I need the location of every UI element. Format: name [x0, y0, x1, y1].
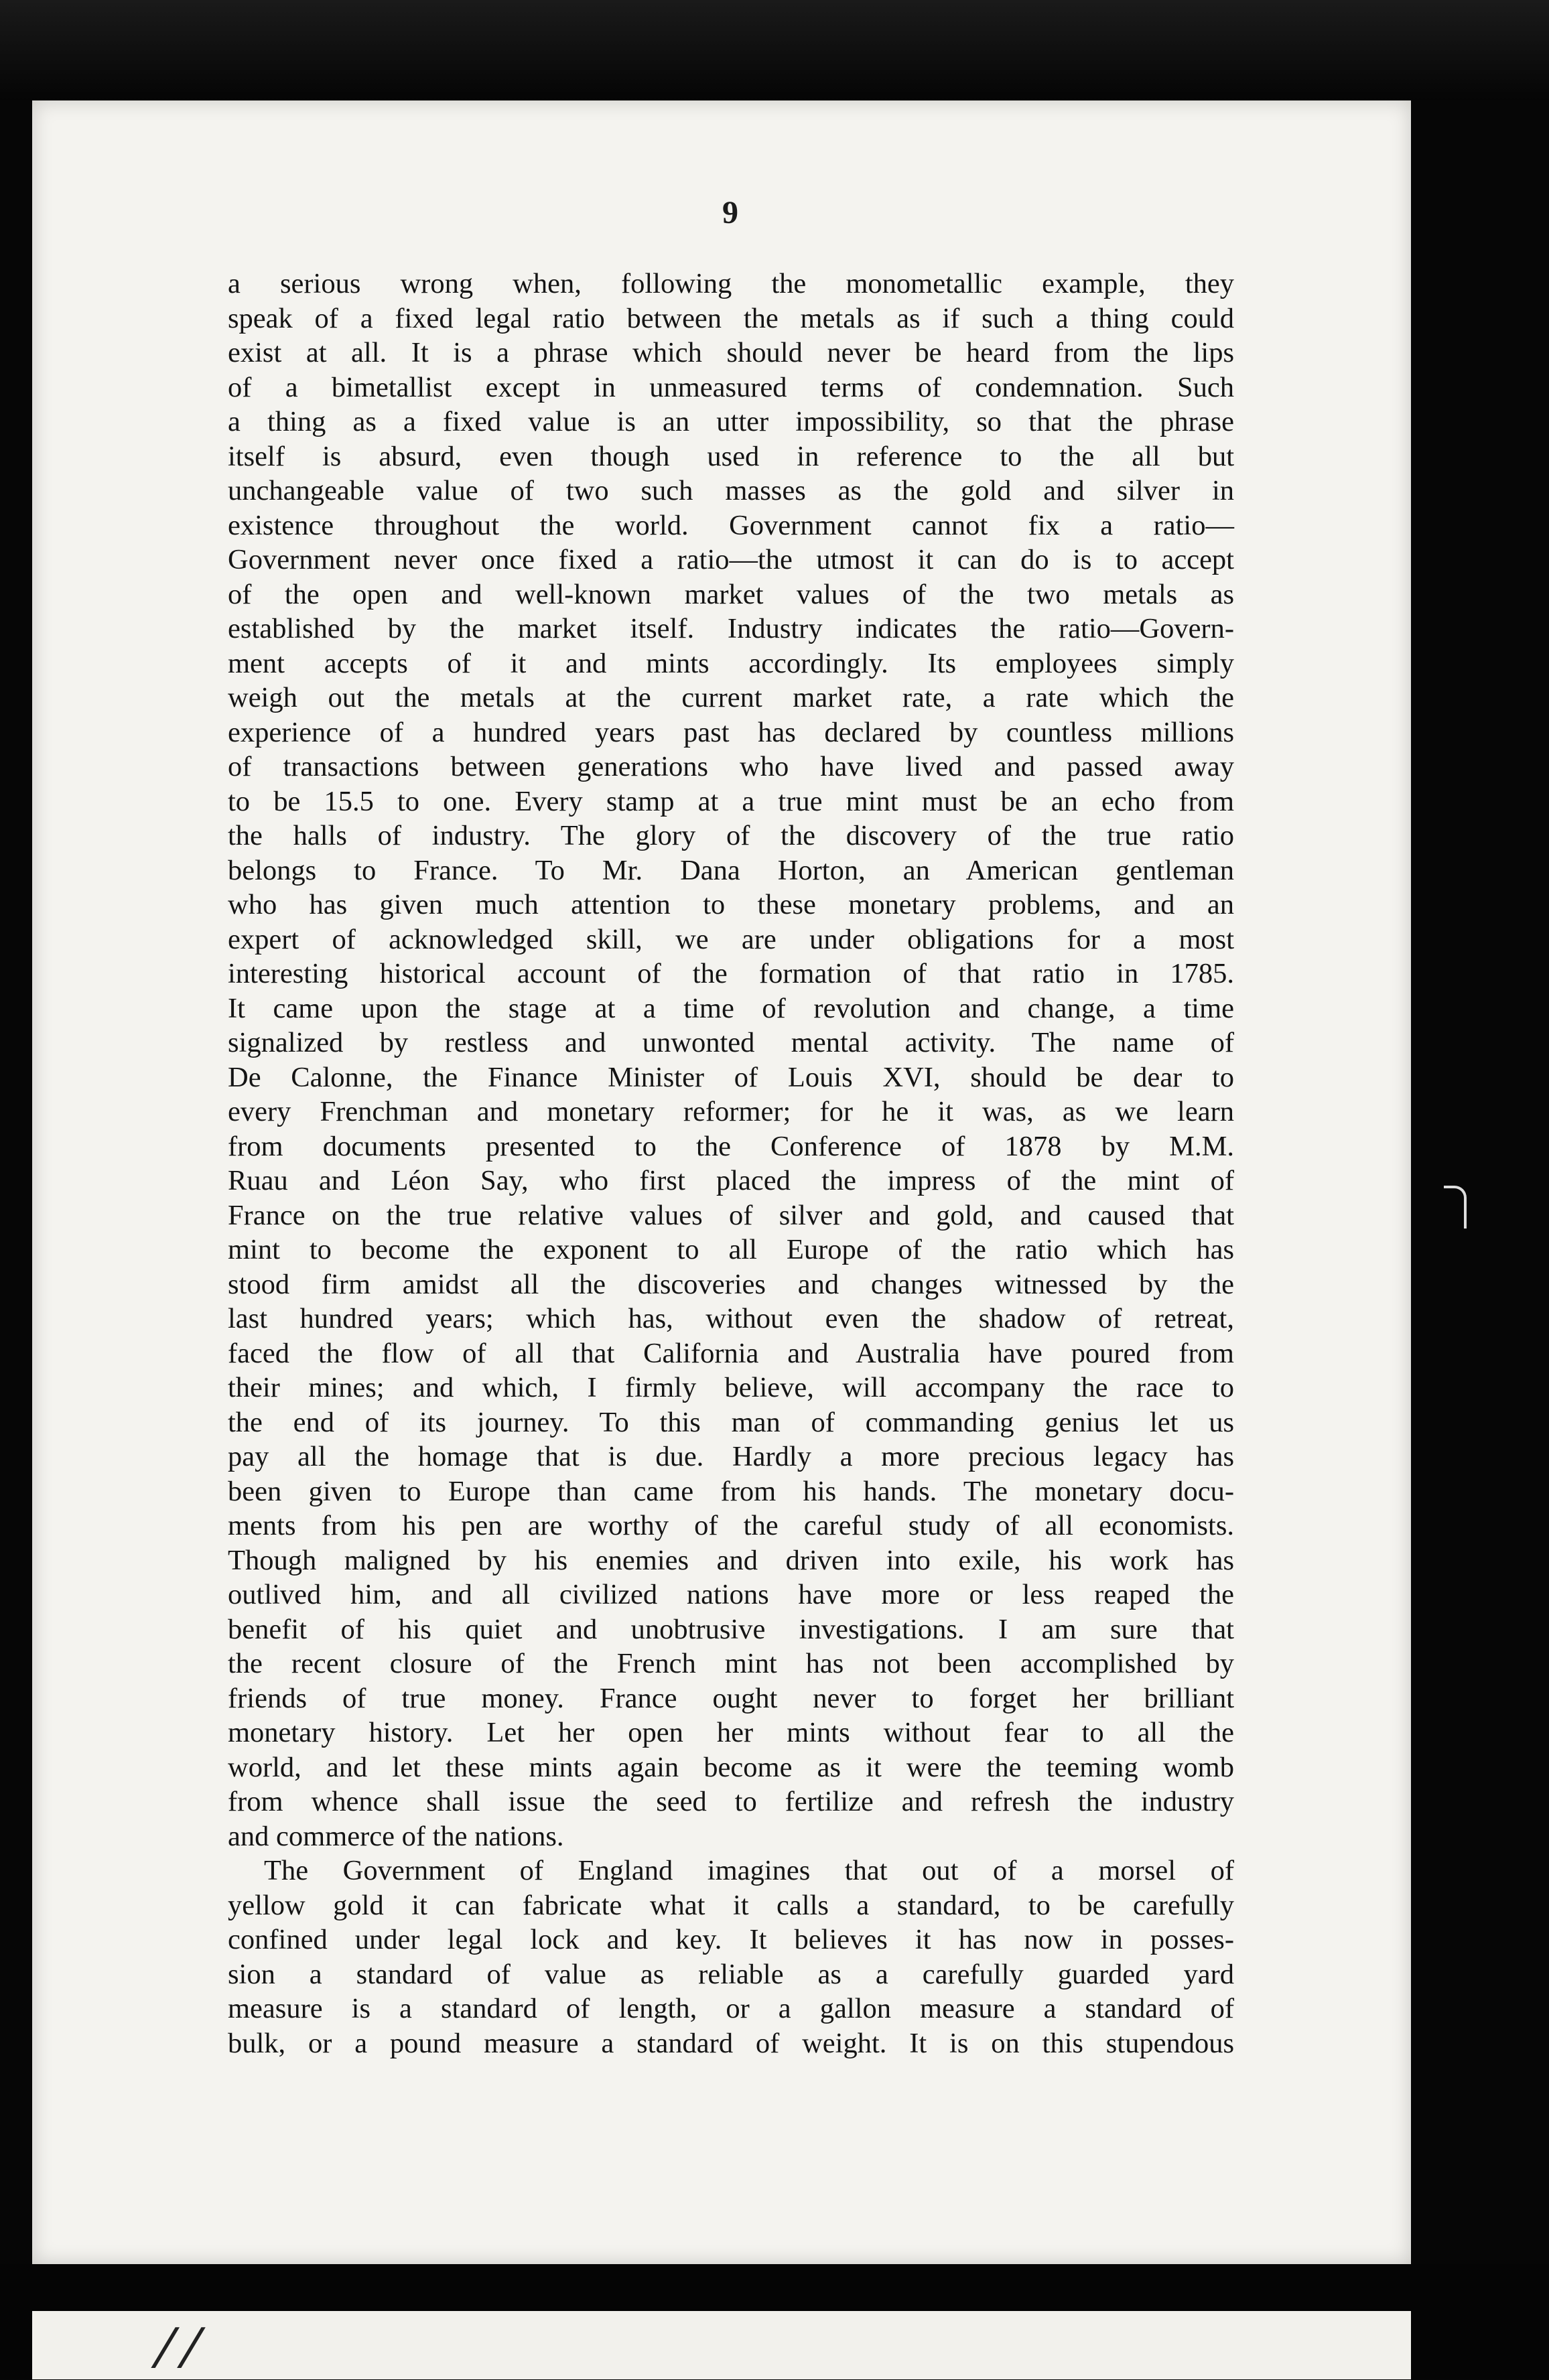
text-line: signalized by restless and unwonted mental activity. The name of [228, 1027, 1234, 1058]
text-line: benefit of his quiet and unobtrusive investigations. I am sure that [228, 1613, 1234, 1645]
page-body-text [228, 267, 1234, 2060]
pencil-annotation: ⁄ ⁄ [161, 2318, 196, 2380]
text-line: speak of a fixed legal ratio between the metals as if such a thing could [228, 302, 1234, 334]
text-line: been given to Europe than came from his hands. The monetary docu- [228, 1475, 1234, 1507]
book-page [32, 100, 1411, 2264]
text-line: Though maligned by his enemies and driven into exile, his work has [228, 1544, 1234, 1576]
text-line: of the open and well-known market values of the two metals as [228, 578, 1234, 610]
text-line: itself is absurd, even though used in reference to the all but [228, 440, 1234, 472]
paragraph [228, 1853, 1234, 2060]
text-line: Government never once fixed a ratio—the utmost it can do is to accept [228, 544, 1234, 575]
text-line: bulk, or a pound measure a standard of weight. It is on this stupendous [228, 2027, 1234, 2059]
text-line: from documents presented to the Conference of 1878 by M.M. [228, 1130, 1234, 1162]
text-line: to be 15.5 to one. Every stamp at a true mint must be an echo from [228, 785, 1234, 817]
text-line: yellow gold it can fabricate what it calls a standard, to be carefully [228, 1889, 1234, 1921]
text-line: measure is a standard of length, or a gallon measure a standard of [228, 1993, 1234, 2024]
text-line: the end of its journey. To this man of commanding genius let us [228, 1406, 1234, 1438]
text-line: stood firm amidst all the discoveries and changes witnessed by the [228, 1268, 1234, 1300]
text-line: friends of true money. France ought never to forget her brilliant [228, 1682, 1234, 1714]
text-line: established by the market itself. Industry indicates the ratio—Govern- [228, 613, 1234, 644]
text-line: sion a standard of value as reliable as a carefully guarded yard [228, 1958, 1234, 1990]
text-line: from whence shall issue the seed to fertilize and refresh the industry [228, 1786, 1234, 1817]
text-line: their mines; and which, I firmly believe, will accompany the race to [228, 1372, 1234, 1403]
text-line: pay all the homage that is due. Hardly a more precious legacy has [228, 1441, 1234, 1472]
text-line: outlived him, and all civilized nations have more or less reaped the [228, 1579, 1234, 1610]
text-line: the halls of industry. The glory of the discovery of the true ratio [228, 820, 1234, 851]
text-line: the recent closure of the French mint has not been accomplished by [228, 1648, 1234, 1679]
text-line: who has given much attention to these monetary problems, and an [228, 889, 1234, 920]
text-line: monetary history. Let her open her mints without fear to all the [228, 1717, 1234, 1748]
text-line: world, and let these mints again become as it were the teeming womb [228, 1751, 1234, 1783]
text-line: of a bimetallist except in unmeasured terms of condemnation. Such [228, 371, 1234, 403]
text-line: of transactions between generations who have lived and passed away [228, 751, 1234, 782]
text-line: exist at all. It is a phrase which should never be heard from the lips [228, 337, 1234, 368]
text-line: belongs to France. To Mr. Dana Horton, an American gentleman [228, 854, 1234, 886]
next-page-edge [32, 2311, 1411, 2379]
text-line: a serious wrong when, following the monometallic example, they [228, 268, 1234, 299]
text-line: France on the true relative values of silver and gold, and caused that [228, 1199, 1234, 1231]
text-line: a thing as a fixed value is an utter impossibility, so that the phrase [228, 406, 1234, 437]
text-line: every Frenchman and monetary reformer; for he it was, as we learn [228, 1096, 1234, 1127]
text-line: faced the flow of all that California and Australia have poured from [228, 1337, 1234, 1369]
text-line: interesting historical account of the formation of that ratio in 1785. [228, 958, 1234, 989]
text-line: ment accepts of it and mints accordingly. Its employees simply [228, 647, 1234, 679]
text-line: ments from his pen are worthy of the careful study of all economists. [228, 1510, 1234, 1541]
text-line: expert of acknowledged skill, we are under obligations for a most [228, 923, 1234, 955]
text-line: weigh out the metals at the current market rate, a rate which the [228, 682, 1234, 713]
text-line: Ruau and Léon Say, who first placed the impress of the mint of [228, 1165, 1234, 1196]
text-line: confined under legal lock and key. It believes it has now in posses- [228, 1924, 1234, 1955]
text-line: unchangeable value of two such masses as the gold and silver in [228, 475, 1234, 506]
page-number: 9 [722, 195, 740, 230]
text-line: The Government of England imagines that out of a morsel of [264, 1855, 1234, 1886]
text-line: and commerce of the nations. [228, 1820, 564, 1852]
scan-border-top [0, 0, 1549, 100]
margin-mark [1444, 1186, 1467, 1229]
text-line: existence throughout the world. Government cannot fix a ratio— [228, 509, 1234, 541]
text-line: It came upon the stage at a time of revolution and change, a time [228, 992, 1234, 1024]
text-line: mint to become the exponent to all Europe of the ratio which has [228, 1234, 1234, 1265]
paragraph [228, 267, 1234, 1853]
text-line: De Calonne, the Finance Minister of Louis XVI, should be dear to [228, 1061, 1234, 1093]
text-line: last hundred years; which has, without even the shadow of retreat, [228, 1303, 1234, 1334]
text-line: experience of a hundred years past has declared by countless millions [228, 716, 1234, 748]
